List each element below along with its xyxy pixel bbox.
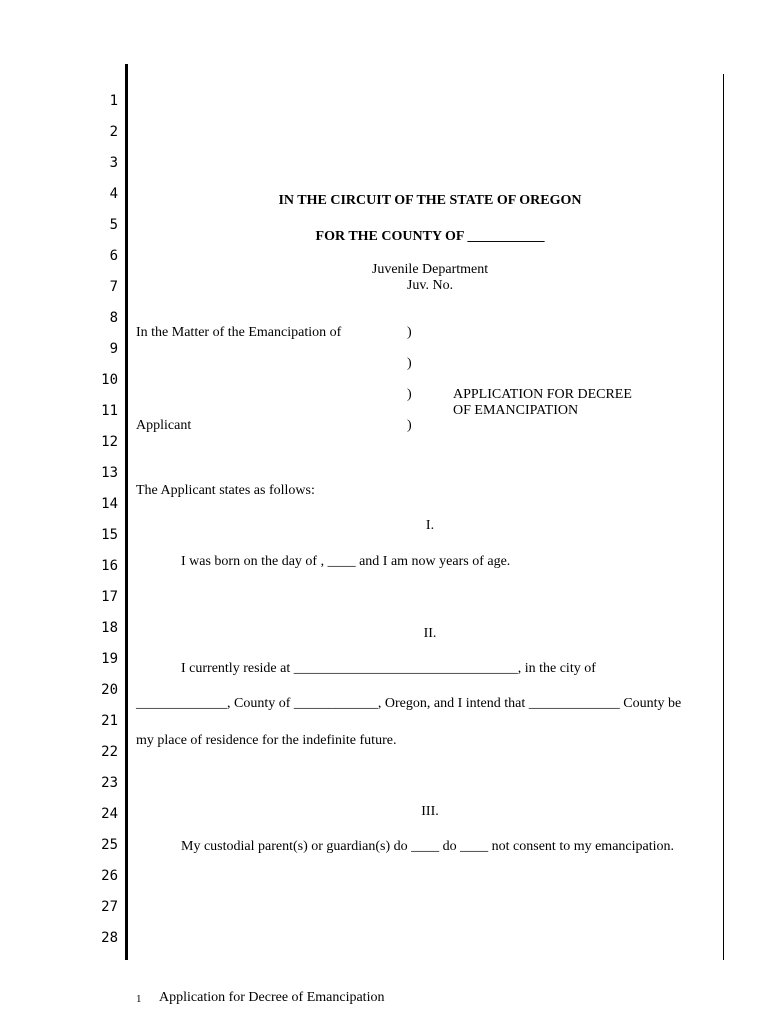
document-title-line1: APPLICATION FOR DECREE: [453, 387, 632, 402]
line-number: 14: [101, 496, 118, 512]
line-number: 4: [109, 186, 118, 202]
line-number: 25: [101, 837, 118, 853]
line-number: 24: [101, 806, 118, 822]
line-number: 20: [101, 682, 118, 698]
section1-text: I was born on the day of , ____ and I am now years of age.: [181, 554, 511, 569]
section2-line3: my place of residence for the indefinite future.: [136, 733, 397, 748]
section2-line2: _____________, County of ____________, Oregon, and I intend that _____________ County be: [136, 696, 682, 711]
line-number: 18: [101, 620, 118, 636]
line-number: 19: [101, 651, 118, 667]
line-number: 9: [109, 341, 118, 357]
line-number: 16: [101, 558, 118, 574]
line-number: 6: [109, 248, 118, 264]
caption-paren: ): [407, 418, 412, 433]
intro-text: The Applicant states as follows:: [136, 483, 315, 498]
court-title: IN THE CIRCUIT OF THE STATE OF OREGON: [278, 193, 582, 208]
document-title-line2: OF EMANCIPATION: [453, 403, 579, 418]
line-number: 1: [109, 93, 118, 109]
section-heading: I.: [425, 518, 435, 533]
section2-line1: I currently reside at ________________________________, in the city of: [181, 661, 596, 676]
section-heading: III.: [421, 804, 439, 819]
line-number: 12: [101, 434, 118, 450]
line-number: 26: [101, 868, 118, 884]
line-number: 21: [101, 713, 118, 729]
caption-paren: ): [407, 325, 412, 340]
line-number: 22: [101, 744, 118, 760]
line-number: 13: [101, 465, 118, 481]
footer-page-number: 1: [136, 993, 142, 1005]
line-number: 5: [109, 217, 118, 233]
county-line: FOR THE COUNTY OF ___________: [315, 229, 545, 244]
line-number: 28: [101, 930, 118, 946]
line-number: 2: [109, 124, 118, 140]
line-number: 11: [101, 403, 118, 419]
department-label: Juvenile Department: [371, 262, 489, 277]
line-number: 10: [101, 372, 118, 388]
line-number: 8: [109, 310, 118, 326]
applicant-label: Applicant: [136, 418, 192, 433]
line-number: 7: [109, 279, 118, 295]
section-heading: II.: [423, 626, 437, 641]
caption-paren: ): [407, 387, 412, 402]
line-number: 17: [101, 589, 118, 605]
line-number: 27: [101, 899, 118, 915]
footer-title: Application for Decree of Emancipation: [159, 990, 385, 1005]
line-number: 3: [109, 155, 118, 171]
line-number: 23: [101, 775, 118, 791]
case-number-label: Juv. No.: [406, 278, 454, 293]
section3-text: My custodial parent(s) or guardian(s) do ____ do ____ not consent to my emancipation.: [181, 839, 675, 854]
caption-paren: ): [407, 356, 412, 371]
left-margin-rule: [125, 64, 128, 960]
line-number: 15: [101, 527, 118, 543]
matter-label: In the Matter of the Emancipation of: [136, 325, 342, 340]
